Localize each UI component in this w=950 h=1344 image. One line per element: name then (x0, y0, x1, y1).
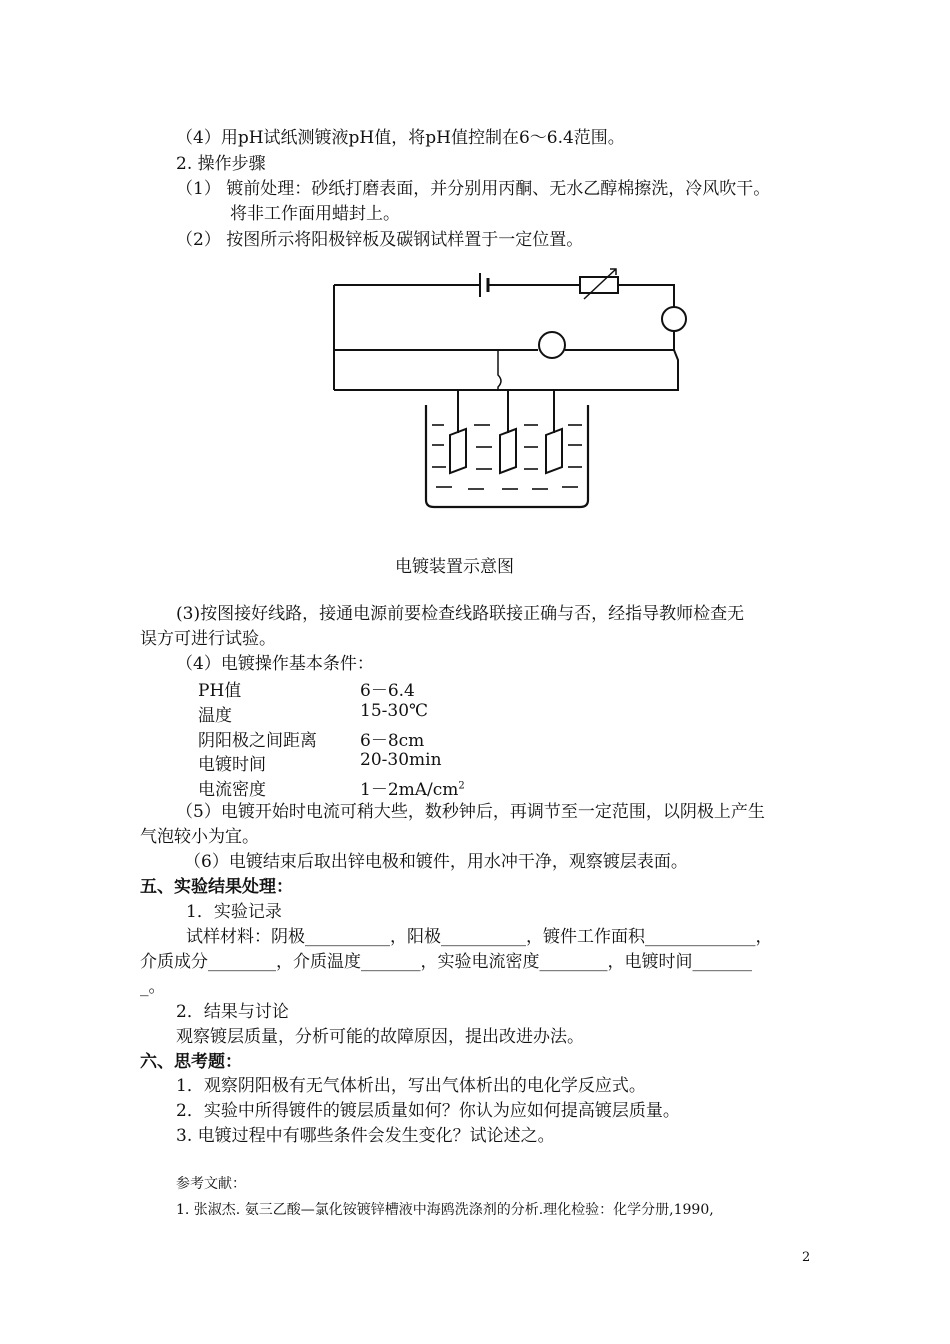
condition-label: 温度 (198, 706, 232, 726)
condition-label: PH值 (198, 681, 242, 701)
condition-value: 15-30℃ (360, 701, 429, 721)
text-line-wax-seal: 将非工作面用蜡封上。 (230, 204, 400, 224)
condition-label: 电流密度 (198, 780, 266, 800)
ammeter-icon (662, 307, 686, 331)
text-line-step5-b: 气泡较小为宜。 (140, 827, 259, 847)
text-line-step3-a: (3)按图接好线路，接通电源前要检查线路联接正确与否，经指导教师检查无 (176, 604, 745, 624)
text-line-pretreatment: （1） 镀前处理：砂纸打磨表面，并分别用丙酮、无水乙醇棉擦洗，冷风吹干。 (176, 179, 771, 199)
text-line-procedure-heading: 2. 操作步骤 (176, 154, 266, 174)
text-line-discussion: 2．结果与讨论 (176, 1002, 289, 1022)
reference-item: 1. 张淑杰. 氨三乙酸—氯化铵镀锌槽液中海鸥洗涤剂的分析.理化检验：化学分册,1990, (176, 1202, 714, 1218)
cathode-icon (500, 429, 516, 473)
text-line-step3-b: 误方可进行试验。 (140, 629, 276, 649)
section-heading-questions: 六、思考题： (140, 1052, 242, 1072)
text-line-ph-control: （4）用pH试纸测镀液pH值，将pH值控制在6～6.4范围。 (176, 128, 625, 148)
text-line-step6: （6）电镀结束后取出锌电极和镀件，用水冲干净，观察镀层表面。 (184, 852, 688, 872)
text-line-record-fields-2: 介质成分________，介质温度_______，实验电流密度________，电镀时间_______ (140, 952, 752, 972)
condition-value: 20-30min (360, 750, 442, 770)
anode-right-icon (546, 429, 562, 473)
references-title: 参考文献： (176, 1176, 246, 1192)
condition-value: $1-2mA/cm^2$ (360, 780, 465, 800)
electroplating-diagram (318, 255, 698, 525)
anode-left-icon (450, 429, 466, 473)
question-item: 3. 电镀过程中有哪些条件会发生变化？试论述之。 (176, 1126, 555, 1146)
question-item: 1．观察阴阳极有无气体析出，写出气体析出的电化学反应式。 (176, 1076, 646, 1096)
text-line-step4: （4）电镀操作基本条件： (176, 654, 374, 674)
condition-label: 电镀时间 (198, 755, 266, 775)
text-line-record: 1．实验记录 (186, 902, 282, 922)
condition-value: 6－6.4 (360, 681, 415, 701)
condition-label: 阴阳极之间距离 (198, 731, 317, 751)
voltmeter-icon (539, 332, 565, 358)
condition-value: 6－8cm (360, 731, 425, 751)
text-line-discussion-body: 观察镀层质量，分析可能的故障原因，提出改进办法。 (176, 1027, 584, 1047)
question-item: 2．实验中所得镀件的镀层质量如何？你认为应如何提高镀层质量。 (176, 1101, 680, 1121)
text-line-placement: （2） 按图所示将阳极锌板及碳钢试样置于一定位置。 (176, 230, 584, 250)
section-heading-results: 五、实验结果处理： (140, 877, 293, 897)
text-line-record-fields-1: 试样材料：阴极__________，阳极__________，镀件工作面积_____________， (186, 927, 773, 947)
diagram-caption: 电镀装置示意图 (395, 557, 514, 577)
page-number: 2 (802, 1250, 811, 1265)
text-line-step5-a: （5）电镀开始时电流可稍大些，数秒钟后，再调节至一定范围，以阴极上产生 (176, 802, 765, 822)
text-line-record-fields-3: _。 (140, 977, 166, 997)
